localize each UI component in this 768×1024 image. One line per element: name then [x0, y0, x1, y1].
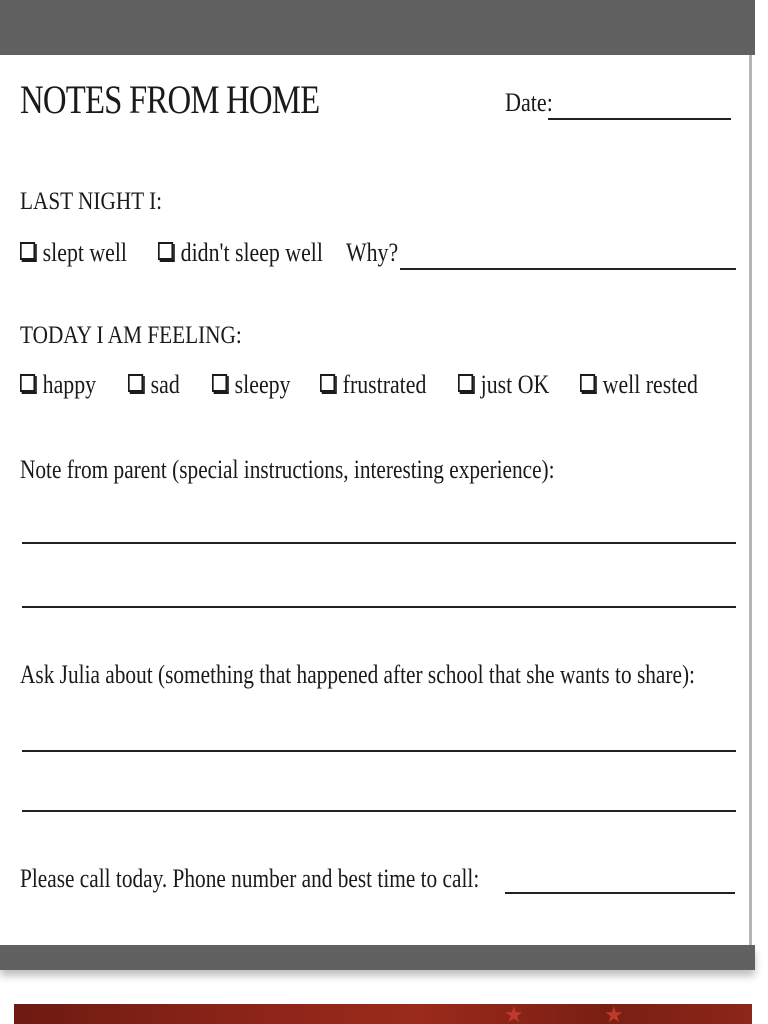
option-frustrated — [320, 370, 426, 400]
star-icon: ★ — [604, 1002, 624, 1024]
ask-julia-prompt: Ask Julia about (something that happened after school that she wants to share): — [20, 660, 695, 689]
ask-julia-line-1 — [22, 750, 736, 752]
checkbox-icon — [580, 374, 595, 392]
checkbox-icon — [20, 374, 35, 392]
option-well-rested — [580, 370, 698, 400]
option-label: slept well — [42, 238, 127, 267]
checkbox-icon — [20, 242, 35, 260]
call-blank-line — [505, 892, 735, 894]
checkbox-icon — [158, 242, 173, 260]
why-blank-line — [400, 268, 736, 270]
form-title: NOTES FROM HOME — [20, 77, 320, 122]
option-label: sleepy — [234, 370, 291, 399]
date-label: Date: — [505, 88, 553, 117]
star-icon: ★ — [504, 1002, 524, 1024]
option-label: frustrated — [342, 370, 427, 399]
option-label: just OK — [480, 370, 550, 399]
option-label: happy — [42, 370, 97, 399]
option-sleepy — [212, 370, 290, 400]
option-sad — [128, 370, 180, 400]
option-label: well rested — [602, 370, 698, 399]
bottom-border-band — [0, 945, 755, 970]
call-prompt: Please call today. Phone number and best time to call: — [20, 864, 480, 893]
parent-note-line-2 — [22, 606, 736, 608]
checkbox-icon — [128, 374, 143, 392]
parent-note-prompt: Note from parent (special instructions, interesting experience): — [20, 455, 555, 484]
last-night-heading: LAST NIGHT I: — [20, 188, 163, 215]
why-label: Why? — [346, 238, 399, 267]
option-label: didn't sleep well — [180, 238, 323, 267]
feeling-heading: TODAY I AM FEELING: — [20, 322, 242, 349]
option-slept-well — [20, 238, 127, 268]
checkbox-icon — [458, 374, 473, 392]
option-just-ok — [458, 370, 549, 400]
option-happy — [20, 370, 96, 400]
date-blank-line — [548, 118, 731, 120]
checkbox-icon — [320, 374, 335, 392]
photo-strip — [14, 1004, 752, 1024]
ask-julia-line-2 — [22, 810, 736, 812]
option-didnt-sleep-well — [158, 238, 323, 268]
top-border-band — [0, 0, 755, 55]
parent-note-line-1 — [22, 542, 736, 544]
option-label: sad — [150, 370, 180, 399]
checkbox-icon — [212, 374, 227, 392]
